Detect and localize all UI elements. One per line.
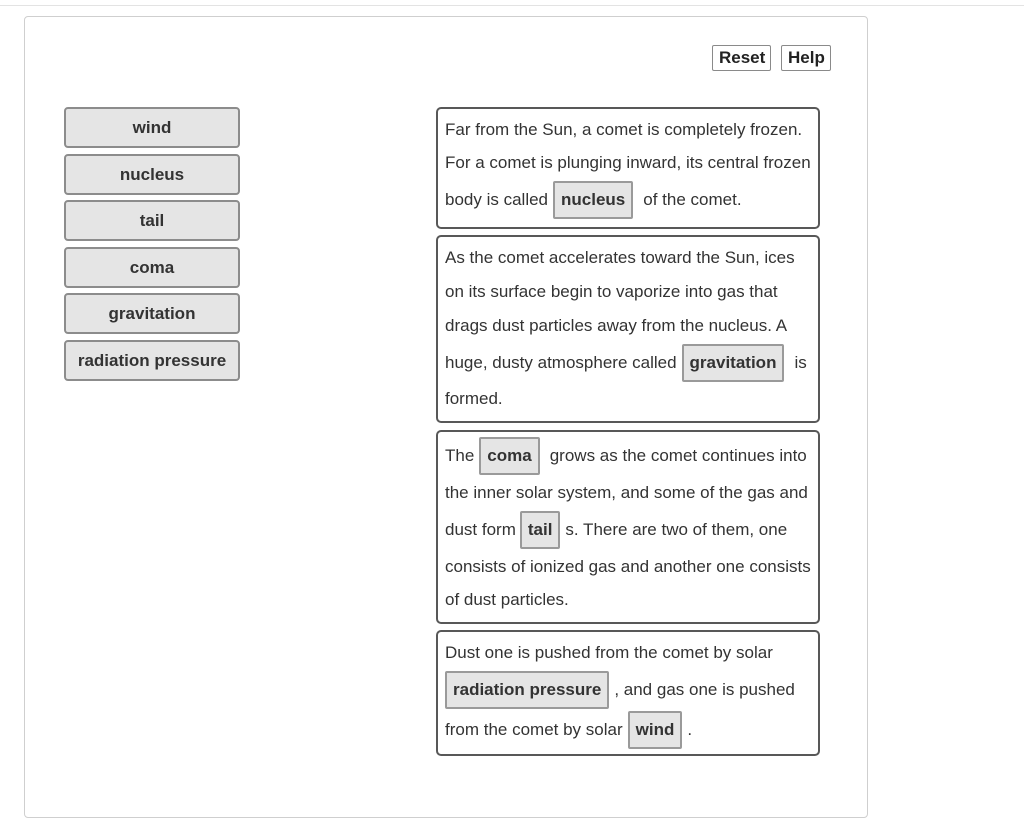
top-divider [0,5,1024,6]
drop-slot-wind[interactable]: wind [628,711,683,749]
text-line: grows as the comet continues into [549,446,807,465]
text-line: consists of ionized gas and another one consists [445,557,811,576]
reset-button[interactable]: Reset [712,45,771,71]
word-chip-tail[interactable]: tail [64,200,240,241]
text-line: huge, dusty atmosphere called [445,353,677,372]
drop-slot-coma[interactable]: coma [479,437,539,475]
text-line: . [687,720,693,739]
paragraph-text [445,436,811,476]
paragraph-text [445,179,811,221]
paragraph-text [445,113,811,146]
paragraph-box-3 [436,430,820,624]
drop-slot-gravitation[interactable]: gravitation [682,344,785,382]
paragraph-text [445,383,811,415]
paragraph-text [445,309,811,343]
paragraph-box-2 [436,235,820,423]
word-chip-coma[interactable]: coma [64,247,240,288]
paragraph-text [445,510,811,550]
text-line: on its surface begin to vaporize into gas that [445,282,778,301]
paragraph-text [445,343,811,383]
text-line: Far from the Sun, a comet is completely frozen. [445,119,803,139]
word-chip-wind[interactable]: wind [64,107,240,148]
text-line: formed. [445,389,503,408]
paragraph-text [445,275,811,309]
paragraph-text [445,710,811,750]
text-line: of the comet. [643,190,742,209]
text-line: the inner solar system, and some of the gas and [445,483,808,502]
text-line: s. There are two of them, one [565,520,788,539]
text-line: The [445,446,475,465]
paragraph-text [445,670,811,710]
word-chip-gravitation[interactable]: gravitation [64,293,240,334]
text-line: , and gas one is pushed [614,680,795,699]
text-line: drags dust particles away from the nucleus. A [445,316,788,335]
text-line: from the comet by solar [445,720,623,739]
help-button[interactable]: Help [781,45,831,71]
drop-slot-nucleus[interactable]: nucleus [553,181,633,219]
text-line: dust form [445,520,516,539]
text-line: For a comet is plunging inward, its central frozen [445,152,811,172]
text-line: body is called [445,190,549,209]
drop-slot-radiation-pressure[interactable]: radiation pressure [445,671,609,709]
paragraph-text [445,146,811,179]
word-bank [64,107,240,387]
text-line: As the comet accelerates toward the Sun, ices [445,248,795,267]
paragraph-text [445,476,811,510]
text-line: Dust one is pushed from the comet by solar [445,643,773,662]
paragraph-box-1 [436,107,820,229]
text-line: of dust particles. [445,590,569,609]
paragraph-text [445,584,811,616]
word-chip-radiation-pressure[interactable]: radiation pressure [64,340,240,381]
text-line: is [794,353,807,372]
paragraph-text [445,550,811,584]
paragraph-text [445,241,811,275]
drop-slot-tail[interactable]: tail [520,511,561,549]
word-chip-nucleus[interactable]: nucleus [64,154,240,195]
paragraph-box-4 [436,630,820,756]
paragraph-text [445,636,811,670]
